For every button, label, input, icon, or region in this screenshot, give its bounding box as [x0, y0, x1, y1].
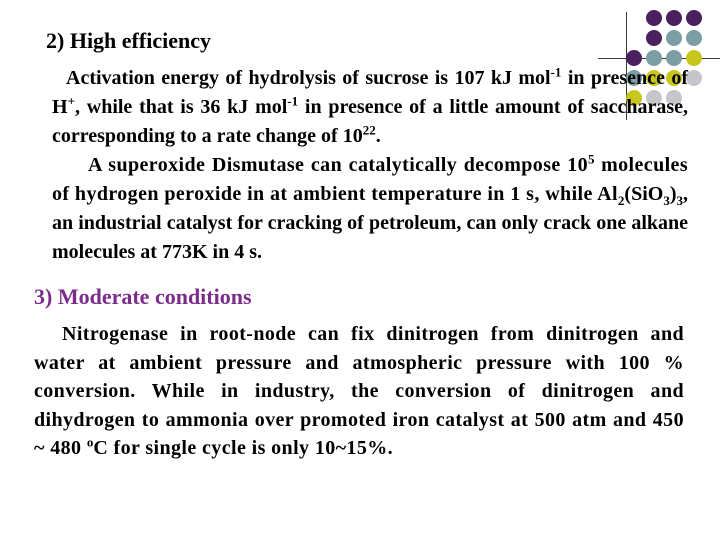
p1-text-c: , while that is 36 kJ mol	[74, 96, 288, 118]
section-heading-high-efficiency: 2) High efficiency	[46, 28, 211, 53]
p2-sub-d: 3	[676, 193, 683, 208]
p1-text-b: in presence of H	[52, 67, 688, 118]
section-heading-moderate-conditions: 3) Moderate conditions	[34, 284, 252, 309]
decorative-dot	[686, 70, 702, 86]
decorative-dot	[686, 30, 702, 46]
p2-text-d: )	[669, 183, 677, 205]
paragraph-moderate-conditions	[34, 320, 684, 463]
decorative-dot	[646, 10, 662, 26]
p1-sup-a: -1	[550, 64, 562, 80]
p3-sup-a: o	[86, 434, 94, 450]
p2-text-a: A superoxide Dismutase can catalytically decompose 10	[88, 154, 589, 176]
p2-text-c: (SiO	[624, 183, 664, 205]
p1-text-d: in presence of a little amount of saccharase, corresponding to a rate change of 10	[52, 96, 688, 147]
decorative-dot	[686, 50, 702, 66]
p2-text-b: molecules of hydrogen peroxide in at ambient temperature in 1 s, while Al	[52, 154, 689, 205]
p2-sup-a: 5	[588, 151, 595, 167]
p3-text-b: C for single cycle is only 10~15%.	[93, 437, 394, 459]
p1-text-a: Activation energy of hydrolysis of sucrose is 107 kJ mol	[66, 67, 551, 89]
p2-sub-b: 2	[617, 193, 625, 208]
p1-text-e: .	[375, 125, 381, 147]
p1-sup-c: -1	[287, 93, 299, 109]
decorative-dot	[666, 10, 682, 26]
p2-text-e: , an industrial catalyst for cracking of petroleum, can only crack one alkane molecules at 773K in 4 s.	[52, 183, 688, 263]
p1-sup-d: 22	[362, 122, 376, 138]
p1-sup-b: +	[67, 93, 75, 109]
decorative-dot	[666, 30, 682, 46]
paragraph-high-efficiency	[52, 64, 688, 267]
decorative-dot	[686, 10, 702, 26]
p3-text-a: Nitrogenase in root-node can fix dinitrogen from dinitrogen and water at ambient pressure and atmospheric pressure with 100 % conversion. While in industry, the conversion of dinitrogen and dihydrogen to ammonia over promoted iron catalyst at 500 atm and 450 ~ 480	[34, 323, 684, 459]
p2-sub-c: 3	[663, 193, 670, 208]
decorative-dot	[646, 30, 662, 46]
